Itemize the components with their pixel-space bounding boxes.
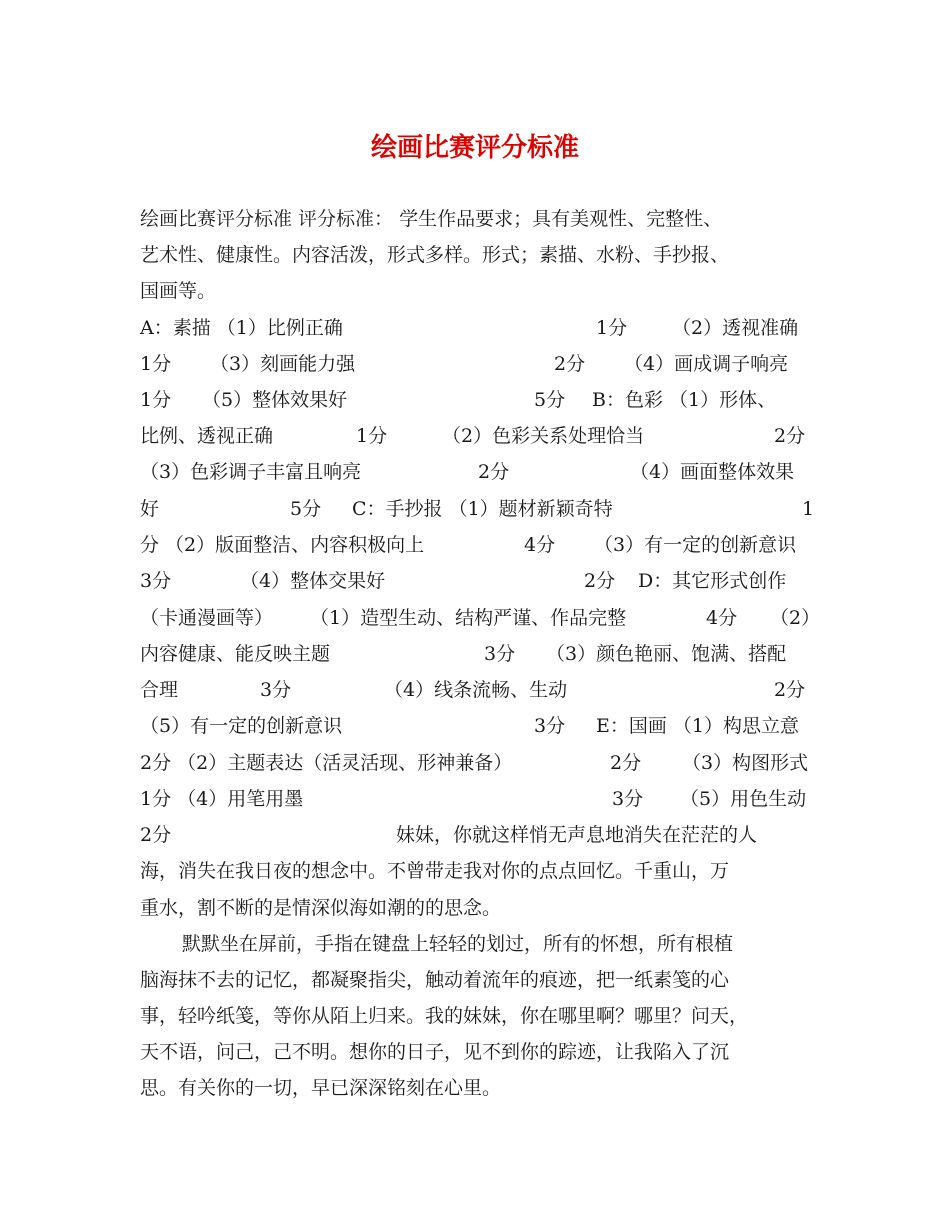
criteria-item: 合理: [140, 679, 179, 701]
criteria-item: （4）画成调子响亮: [624, 353, 789, 375]
criteria-item: C：手抄报 （1）题材新颖奇特: [352, 498, 613, 520]
criteria-score: 3分: [260, 679, 292, 701]
criteria-item: （5）用色生动: [680, 788, 807, 810]
criteria-row: [140, 600, 820, 636]
criteria-score: 3分: [612, 788, 644, 810]
criteria-row: [140, 346, 820, 382]
criteria-item: D：其它形式创作: [638, 570, 787, 592]
body-line: 艺术性、健康性。内容活泼，形式多样。形式；素描、水粉、手抄报、: [140, 244, 730, 266]
criteria-item: （2）色彩关系处理恰当: [442, 425, 645, 447]
criteria-score: 1: [802, 498, 815, 520]
criteria-score: 1分: [356, 425, 388, 447]
criteria-item: 分 （2）版面整洁、内容积极向上: [140, 534, 425, 556]
criteria-row: [140, 708, 820, 744]
criteria-score: 2分: [610, 752, 642, 774]
body-line: 绘画比赛评分标准 评分标准： 学生作品要求；具有美观性、完整性、: [140, 208, 723, 230]
criteria-item: （2）透视准确: [672, 317, 799, 339]
criteria-item: （4）线条流畅、生动: [384, 679, 568, 701]
criteria-item: （3）有一定的创新意识: [594, 534, 797, 556]
criteria-item: （4）画面整体效果: [630, 461, 795, 483]
criteria-item: （5）整体效果好: [202, 389, 348, 411]
essay-line: 重水，割不断的是情深似海如潮的的思念。: [140, 897, 502, 919]
criteria-score: 3分: [484, 643, 516, 665]
criteria-score: 2分: [584, 570, 616, 592]
criteria-row: [140, 454, 820, 490]
criteria-item: （3）颜色艳丽、饱满、搭配: [546, 643, 787, 665]
criteria-row: [140, 745, 820, 781]
criteria-item: （4）整体交果好: [240, 570, 386, 592]
essay-line: 海，消失在我日夜的想念中。不曾带走我对你的点点回忆。千重山，万: [140, 860, 730, 882]
criteria-row: [140, 563, 820, 599]
criteria-score: 5分: [534, 389, 566, 411]
criteria-row: [140, 310, 820, 346]
criteria-score: 5分: [290, 498, 322, 520]
criteria-score: 2分: [774, 425, 806, 447]
criteria-item: （5）有一定的创新意识: [140, 715, 343, 737]
criteria-item: （卡通漫画等）: [140, 607, 274, 629]
criteria-score: 1分: [140, 353, 172, 375]
essay-line: 思。有关你的一切，早已深深铭刻在心里。: [140, 1077, 502, 1099]
criteria-item: （3）色彩调子丰富且响亮: [140, 461, 362, 483]
criteria-row: [140, 491, 820, 527]
criteria-item: 2分 （2）主题表达（活灵活现、形神兼备）: [140, 752, 513, 774]
criteria-item: （2）: [770, 607, 821, 629]
criteria-item: 好: [140, 498, 160, 520]
criteria-score: 1分: [596, 317, 628, 339]
criteria-row: [140, 636, 820, 672]
criteria-item: 1分 （4）用笔用墨: [140, 788, 304, 810]
criteria-score: 2分: [140, 824, 172, 846]
criteria-item: 比例、透视正确: [140, 425, 274, 447]
criteria-item: （3）刻画能力强: [210, 353, 356, 375]
criteria-item: E：国画 （1）构思立意: [596, 715, 799, 737]
criteria-row: [140, 817, 820, 853]
essay-line: 脑海抹不去的记忆，都凝聚指尖，触动着流年的痕迹，把一纸素笺的心: [140, 969, 730, 991]
document-title: 绘画比赛评分标准: [370, 133, 579, 163]
criteria-item: （1）造型生动、结构严谨、作品完整: [310, 607, 627, 629]
criteria-score: 2分: [554, 353, 586, 375]
criteria-item: A：素描 （1）比例正确: [140, 317, 343, 339]
essay-line: 妹妹，你就这样悄无声息地消失在茫茫的人: [396, 824, 758, 846]
body-line: 国画等。: [140, 280, 217, 302]
criteria-score: 3分: [534, 715, 566, 737]
essay-line: 事，轻吟纸笺，等你从陌上归来。我的妹妹，你在哪里啊？哪里？问天，: [140, 1005, 749, 1027]
criteria-score: 1分: [140, 389, 172, 411]
criteria-row: [140, 418, 820, 454]
criteria-row: [140, 672, 820, 708]
criteria-item: B：色彩 （1）形体、: [592, 389, 777, 411]
criteria-item: 内容健康、能反映主题: [140, 643, 331, 665]
criteria-score: 4分: [706, 607, 738, 629]
criteria-row: [140, 527, 820, 563]
criteria-item: （3）构图形式: [682, 752, 809, 774]
essay-line: 天不语，问己，己不明。想你的日子，见不到你的踪迹，让我陷入了沉: [140, 1041, 730, 1063]
criteria-score: 4分: [524, 534, 556, 556]
criteria-score: 2分: [774, 679, 806, 701]
essay-line: 默默坐在屏前，手指在键盘上轻轻的划过，所有的怀想，所有根植: [182, 933, 734, 955]
criteria-score: 3分: [140, 570, 172, 592]
criteria-row: [140, 781, 820, 817]
criteria-score: 2分: [478, 461, 510, 483]
criteria-row: [140, 382, 820, 418]
